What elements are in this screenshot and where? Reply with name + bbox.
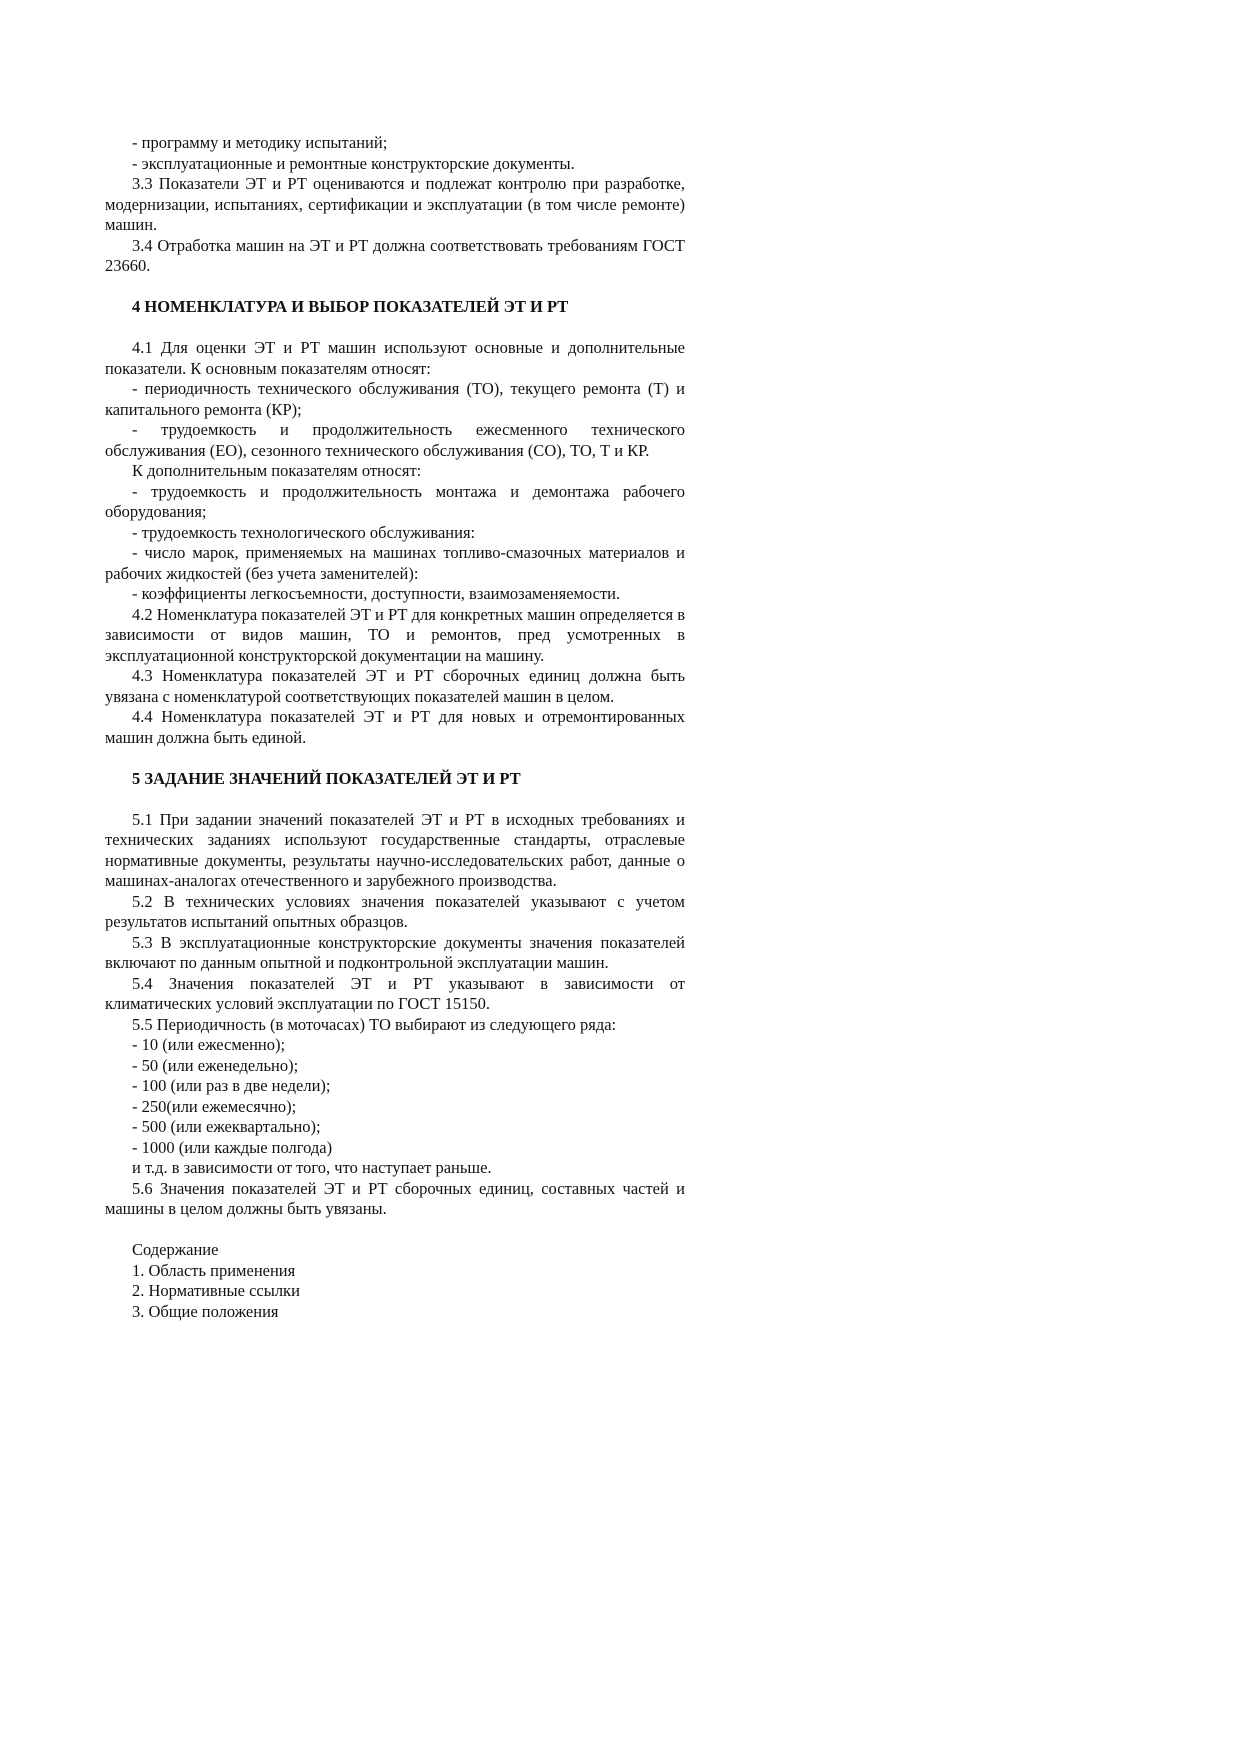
paragraph: - число марок, применяемых на машинах топливо-смазочных материалов и рабочих жидкостей (без учета заменителей): (105, 543, 685, 583)
list-item: - 1000 (или каждые полгода) (132, 1137, 333, 1157)
paragraph: - периодичность технического обслуживания (ТО), текущего ремонта (Т) и капитального ремонта (КР); (105, 379, 685, 419)
list-item: - 100 (или раз в две недели); (132, 1076, 331, 1095)
paragraph: 5.3 В эксплуатационные конструкторские документы значения показателей включают по данным опытной и подконтрольной эксплуатации машин. (105, 932, 685, 972)
paragraph: - трудоемкость и продолжительность монтажа и демонтажа рабочего оборудования; (105, 481, 685, 521)
paragraph: и т.д. в зависимости от того, что наступает раньше. (132, 1158, 492, 1177)
toc-item: 2. Нормативные ссылки (132, 1281, 300, 1300)
table-of-contents (105, 1240, 685, 1322)
paragraph: 4.3 Номенклатура показателей ЭТ и РТ сборочных единиц должна быть увязана с номенклатурой соответствующих показателей машин в целом. (105, 666, 685, 706)
paragraph: 5.2 В технических условиях значения показателей указывают с учетом результатов испытаний опытных образцов. (105, 891, 685, 931)
paragraph: - трудоемкость технологического обслуживания: (132, 522, 476, 542)
section-3-tail (105, 133, 685, 277)
section-5-heading: 5 ЗАДАНИЕ ЗНАЧЕНИЙ ПОКАЗАТЕЛЕЙ ЭТ И РТ (132, 768, 521, 788)
paragraph: 5.4 Значения показателей ЭТ и РТ указывают в зависимости от климатических условий эксплуатации по ГОСТ 15150. (105, 973, 685, 1013)
paragraph: 5.1 При задании значений показателей ЭТ и РТ в исходных требованиях и технических заданиях используют государственные стандарты, отраслевые нормативные документы, результаты научно-исследовательских работ, данные о машинах-аналогах отечественного и зарубежного производства. (105, 809, 685, 890)
paragraph: 3.3 Показатели ЭТ и РТ оцениваются и подлежат контролю при разработке, модернизации, испытаниях, сертификации и эксплуатации (в том числе ремонте) машин. (105, 174, 685, 234)
paragraph: - программу и методику испытаний; (132, 133, 388, 152)
paragraph: 4.2 Номенклатура показателей ЭТ и РТ для конкретных машин определяется в зависимости от видов машин, ТО и ремонтов, пред усмотренных в эксплуатационной конструкторской документации на машину. (105, 604, 685, 665)
document-body (105, 133, 685, 1322)
paragraph: - коэффициенты легкосъемности, доступности, взаимозаменяемости. (132, 584, 621, 603)
section-5-body (105, 810, 685, 1220)
list-item: - 250(или ежемесячно); (132, 1096, 297, 1116)
paragraph: К дополнительным показателям относят: (132, 461, 422, 480)
list-item: - 500 (или ежеквартально); (132, 1117, 321, 1136)
paragraph: 4.4 Номенклатура показателей ЭТ и РТ для новых и отремонтированных машин должна быть единой. (105, 707, 685, 747)
list-item: - 10 (или ежесменно); (132, 1035, 286, 1054)
paragraph: 5.5 Периодичность (в моточасах) ТО выбирают из следующего ряда: (132, 1014, 617, 1034)
toc-item: 3. Общие положения (132, 1301, 279, 1321)
section-4-body (105, 338, 685, 748)
list-item: - 50 (или еженедельно); (132, 1055, 299, 1075)
toc-item: 1. Область применения (132, 1260, 296, 1280)
paragraph: 5.6 Значения показателей ЭТ и РТ сборочных единиц, составных частей и машины в целом должны быть увязаны. (105, 1178, 685, 1218)
paragraph: - трудоемкость и продолжительность ежесменного технического обслуживания (ЕО), сезонного технического обслуживания (СО), ТО, Т и КР. (105, 420, 685, 460)
paragraph: 3.4 Отработка машин на ЭТ и РТ должна соответствовать требованиям ГОСТ 23660. (105, 235, 685, 275)
section-4-heading: 4 НОМЕНКЛАТУРА И ВЫБОР ПОКАЗАТЕЛЕЙ ЭТ И РТ (132, 297, 569, 316)
paragraph: 4.1 Для оценки ЭТ и РТ машин используют основные и дополнительные показатели. К основным показателям относят: (105, 338, 685, 378)
paragraph: - эксплуатационные и ремонтные конструкторские документы. (132, 153, 575, 173)
toc-title: Содержание (132, 1240, 219, 1259)
